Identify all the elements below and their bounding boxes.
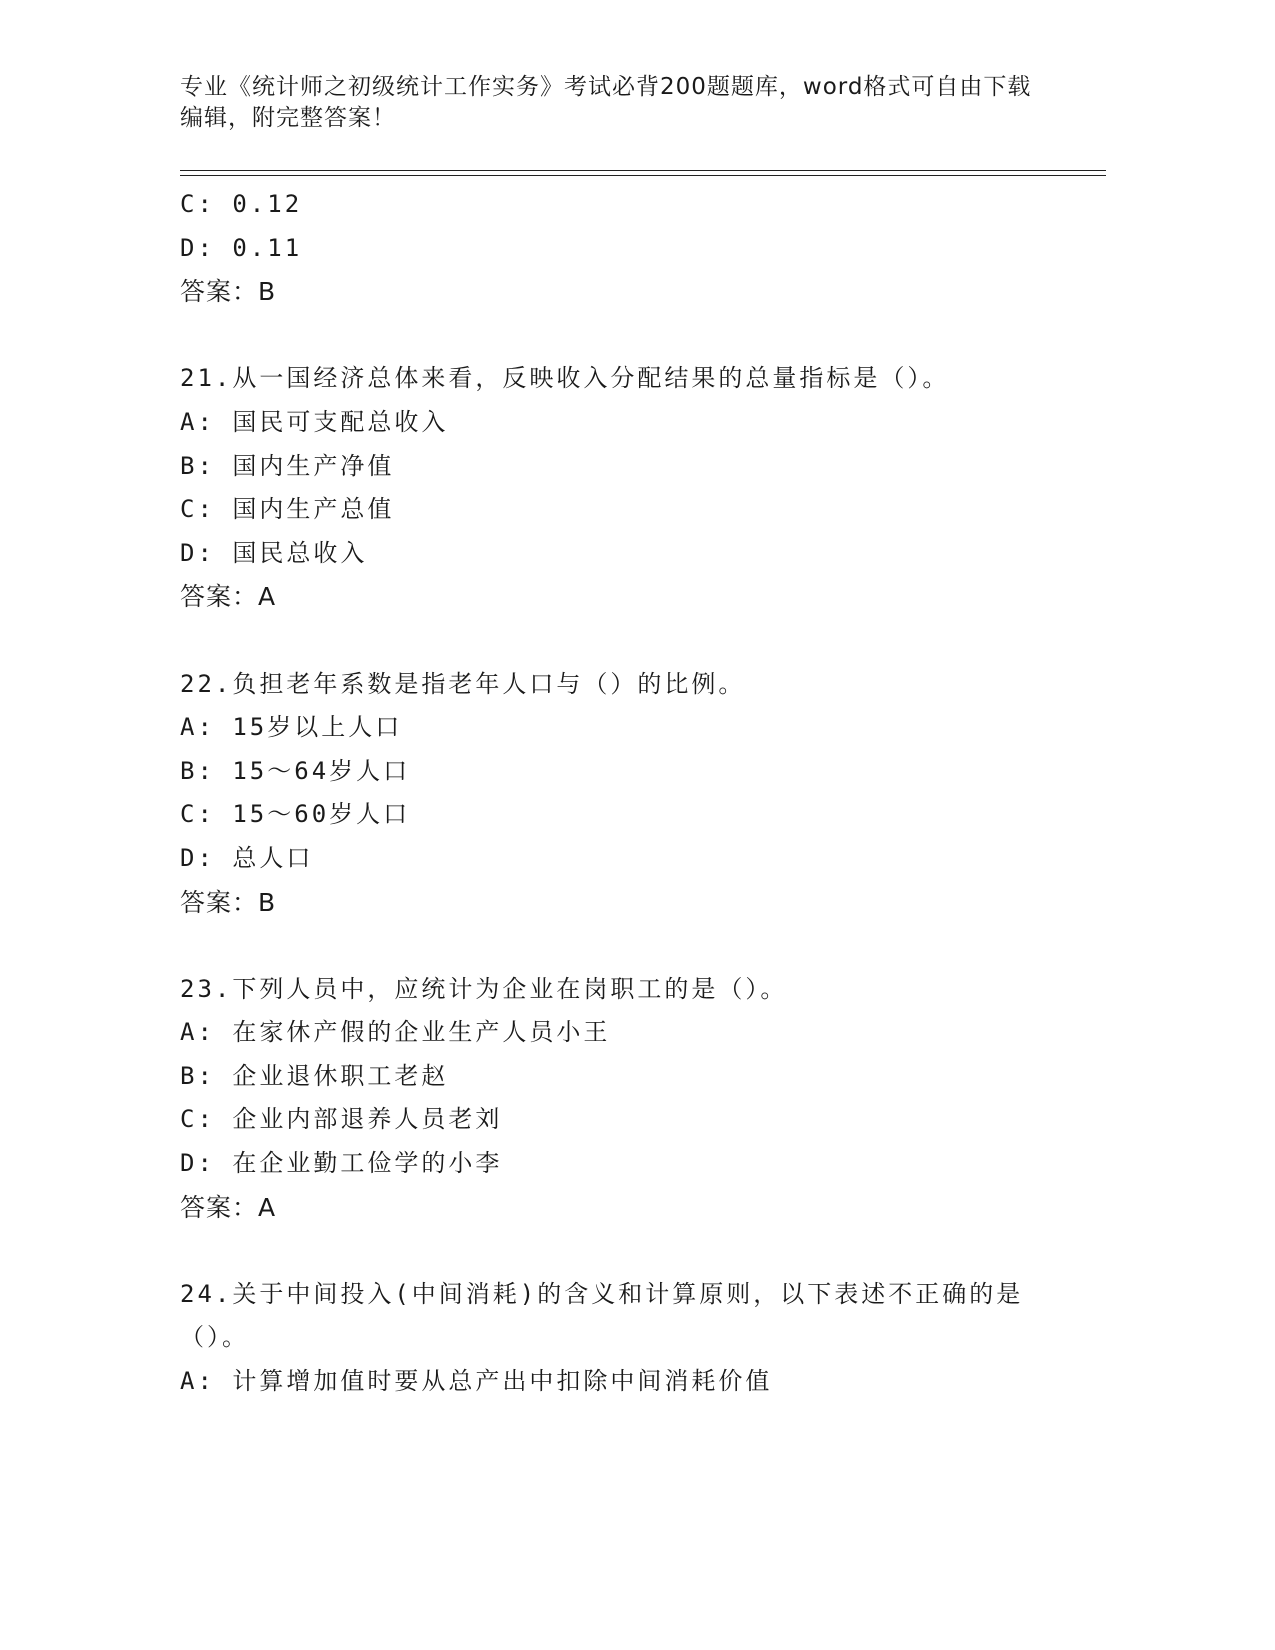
option-a: A: 国民可支配总收入 — [180, 407, 449, 436]
option-b: B: 企业退休职工老赵 — [180, 1061, 449, 1090]
option-a: A: 计算增加值时要从总产出中扣除中间消耗价值 — [180, 1367, 773, 1396]
spacer — [180, 1229, 1110, 1273]
question-stem-23: 23.下列人员中，应统计为企业在岗职工的是（）。 — [180, 974, 788, 1003]
header-line-2: 编辑，附完整答案！ — [180, 105, 396, 131]
spacer — [180, 619, 1110, 663]
option-d: D: 0.11 — [180, 233, 303, 262]
option-c: C: 企业内部退养人员老刘 — [180, 1105, 503, 1134]
option-b: B: 国内生产净值 — [180, 451, 395, 480]
option-d: D: 国民总收入 — [180, 538, 368, 567]
question-list — [180, 183, 1110, 1404]
question-stem-24: 24.关于中间投入(中间消耗)的含义和计算原则，以下表述不正确的是 — [180, 1279, 1024, 1308]
question-stem-24-cont: （）。 — [180, 1323, 249, 1352]
answer-line: 答案：A — [180, 1192, 277, 1222]
answer-line: 答案：A — [180, 582, 277, 612]
spacer — [180, 924, 1110, 968]
option-c: C: 国内生产总值 — [180, 495, 395, 524]
header-divider-top — [180, 170, 1106, 171]
document-header — [180, 72, 1060, 134]
question-stem-22: 22.负担老年系数是指老年人口与（）的比例。 — [180, 669, 746, 698]
answer-line: 答案：B — [180, 277, 277, 307]
option-d: D: 在企业勤工俭学的小李 — [180, 1149, 503, 1178]
spacer — [180, 314, 1110, 358]
question-stem-21: 21.从一国经济总体来看，反映收入分配结果的总量指标是（）。 — [180, 364, 950, 393]
option-a: A: 15岁以上人口 — [180, 713, 403, 742]
option-b: B: 15～64岁人口 — [180, 756, 411, 785]
option-c: C: 0.12 — [180, 190, 303, 218]
option-d: D: 总人口 — [180, 843, 314, 872]
header-line-1: 专业《统计师之初级统计工作实务》考试必背200题题库，word格式可自由下载 — [180, 74, 1032, 100]
header-divider-bottom — [180, 175, 1106, 176]
option-a: A: 在家休产假的企业生产人员小王 — [180, 1018, 611, 1047]
option-c: C: 15～60岁人口 — [180, 800, 411, 829]
answer-line: 答案：B — [180, 887, 277, 917]
